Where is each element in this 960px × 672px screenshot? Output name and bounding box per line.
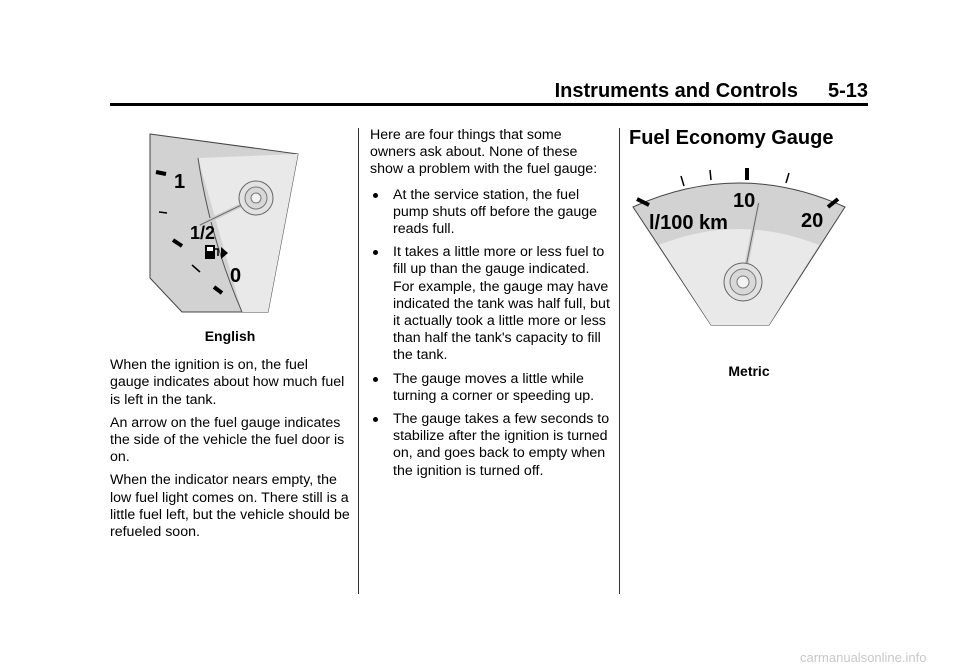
column-divider-left xyxy=(358,128,359,594)
watermark: carmanualsonline.info xyxy=(800,650,927,665)
gauge-label-full: 1 xyxy=(174,171,186,193)
page-header xyxy=(110,80,868,102)
gauge-tick xyxy=(681,176,684,186)
intro-paragraph: Here are four things that some owners ask about. None of these show a problem with the fuel gauge: xyxy=(370,127,598,178)
gauge-tick xyxy=(710,170,711,180)
gauge-tick xyxy=(156,172,166,174)
paragraph: When the ignition is on, the fuel gauge indicates about how much fuel is left in the tank. xyxy=(110,357,345,408)
paragraph: When the indicator nears empty, the low fuel light comes on. There still is a little fuel left, but the vehicle should be refueled soon. xyxy=(110,472,350,541)
gauge-unit-label: l/100 km xyxy=(649,212,728,235)
column-divider-right xyxy=(619,128,620,594)
fuel-economy-caption: Metric xyxy=(728,363,770,380)
page-number: 5-13 xyxy=(827,80,868,102)
right-column xyxy=(629,127,869,380)
fuel-gauge-caption: English xyxy=(204,328,256,344)
gauge-label-empty: 0 xyxy=(230,265,242,287)
middle-column xyxy=(370,127,610,486)
list-item: The gauge moves a little while turning a corner or speeding up. xyxy=(370,371,610,405)
gauge-label-10: 10 xyxy=(733,190,756,213)
gauge-label-20: 20 xyxy=(801,210,824,233)
list-item: The gauge takes a few seconds to stabilize after the ignition is turned on, and goes back to empty when the ignition is turned off. xyxy=(370,411,610,480)
header-rule xyxy=(110,103,868,106)
left-column xyxy=(110,128,350,547)
paragraph: An arrow on the fuel gauge indicates the side of the vehicle the fuel door is on. xyxy=(110,414,345,466)
fuel-economy-gauge-illustration xyxy=(629,163,849,333)
gauge-tick xyxy=(786,173,789,183)
fuel-gauge-illustration xyxy=(110,128,350,318)
list-item: It takes a little more or less fuel to fill up than the gauge indicated. For example, the gauge may have indicated the tank was half full, but it actually took a little more or less than half the tank's capacity to fill the tank. xyxy=(370,244,610,364)
gauge-label-half: 1/2 xyxy=(190,223,216,243)
section-heading: Fuel Economy Gauge xyxy=(629,127,834,149)
section-title: Instruments and Controls xyxy=(554,80,798,102)
list-item: At the service station, the fuel pump shuts off before the gauge reads full. xyxy=(370,187,610,239)
gauge-tick xyxy=(159,212,167,213)
bullet-list xyxy=(370,187,610,480)
